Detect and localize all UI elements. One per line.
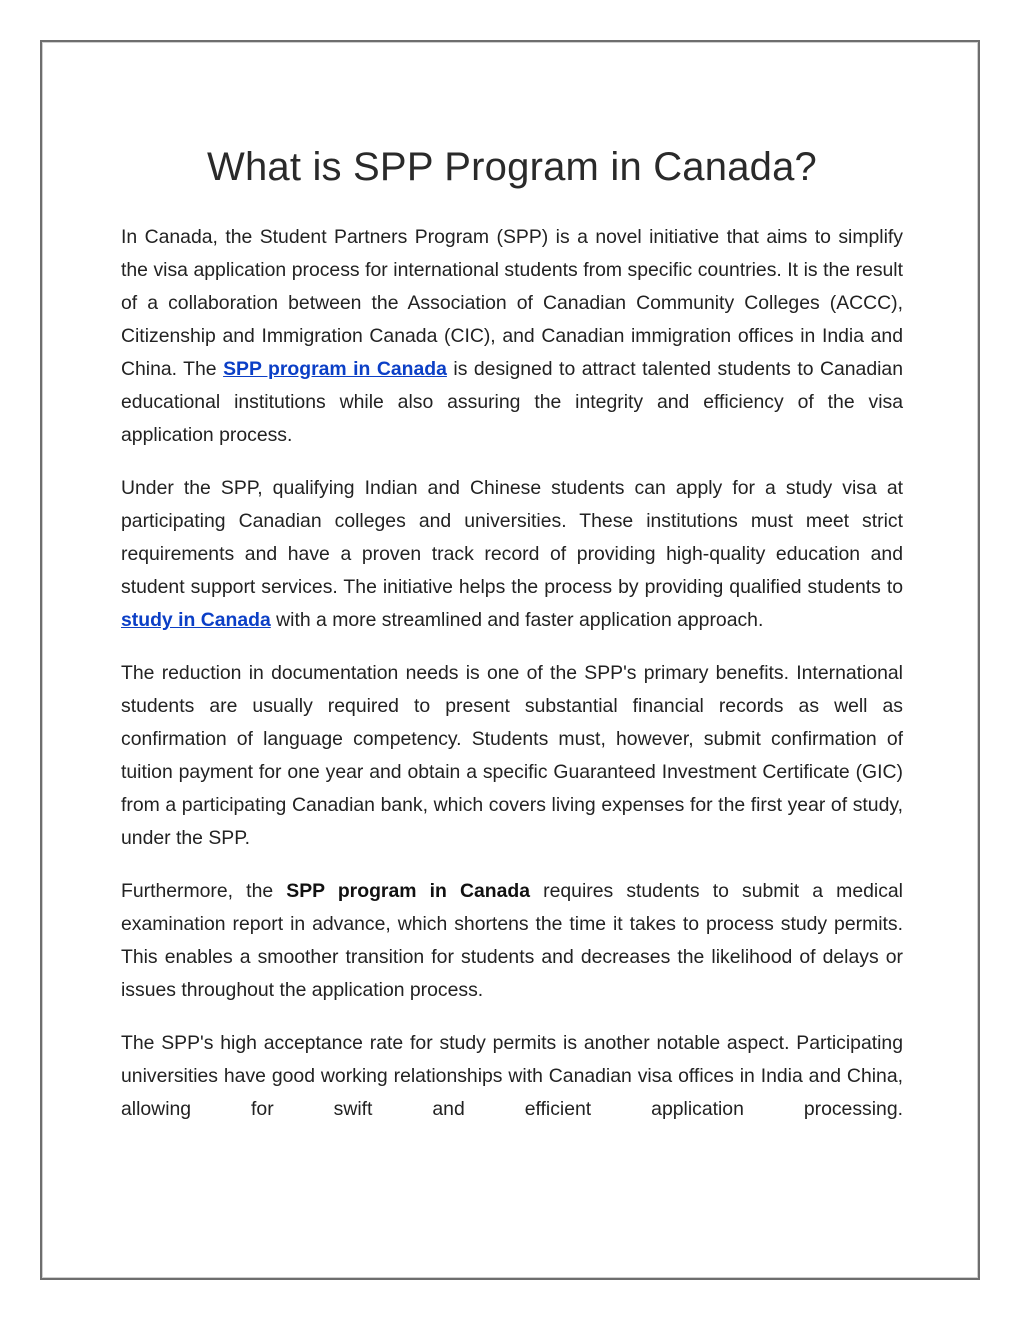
paragraph-medical-text-before: Furthermore, the xyxy=(121,880,287,902)
paragraph-intro-text-after: is designed to attract talented students to Canadian educational institutions while also assuring the integrity and efficiency of the visa application process. xyxy=(121,358,904,446)
spp-program-link[interactable]: SPP program in Canada xyxy=(223,358,447,380)
paragraph-intro-text-before: In Canada, the Student Partners Program (SPP) is a novel initiative that aims to simplify the visa application process for international students from specific countries. It is the result of a collaboration between the Association of Canadian Community Colleges (ACCC), Citizenship and Immigration Canada (CIC), and Canadian immigration offices in India and China. The xyxy=(121,226,903,380)
paragraph-eligibility-text-before: Under the SPP, qualifying Indian and Chinese students can apply for a study visa at participating Canadian colleges and universities. These institutions must meet strict requirements and have a proven track record of providing high-quality education and student support services. The initiative helps the process by providing qualified students to xyxy=(121,477,903,598)
spp-program-bold-text: SPP program in Canada xyxy=(286,880,531,902)
study-in-canada-link[interactable]: study in Canada xyxy=(121,609,271,631)
paragraph-acceptance: The SPP's high acceptance rate for study permits is another notable aspect. Participating universities have good working relationships with Canadian visa offices in India and China, allowing for swift and efficient application processing. xyxy=(121,1032,903,1120)
paragraph-eligibility xyxy=(121,472,903,637)
paragraph-intro xyxy=(121,221,903,452)
document-body xyxy=(121,221,903,1126)
paragraph-medical xyxy=(121,875,903,1007)
paragraph-medical-text-after: requires students to submit a medical examination report in advance, which shortens the time it takes to process study permits. This enables a smoother transition for students and decreases the likelihood of delays or issues throughout the application process. xyxy=(121,880,903,1001)
page-title: What is SPP Program in Canada? xyxy=(206,145,817,189)
paragraph-eligibility-text-after: with a more streamlined and faster application approach. xyxy=(270,609,764,631)
paragraph-documentation: The reduction in documentation needs is one of the SPP's primary benefits. International students are usually required to present substantial financial records as well as confirmation of language competency. Students must, however, submit confirmation of tuition payment for one year and obtain a specific Guaranteed Investment Certificate (GIC) from a participating Canadian bank, which covers living expenses for the first year of study, under the SPP. xyxy=(121,662,903,849)
